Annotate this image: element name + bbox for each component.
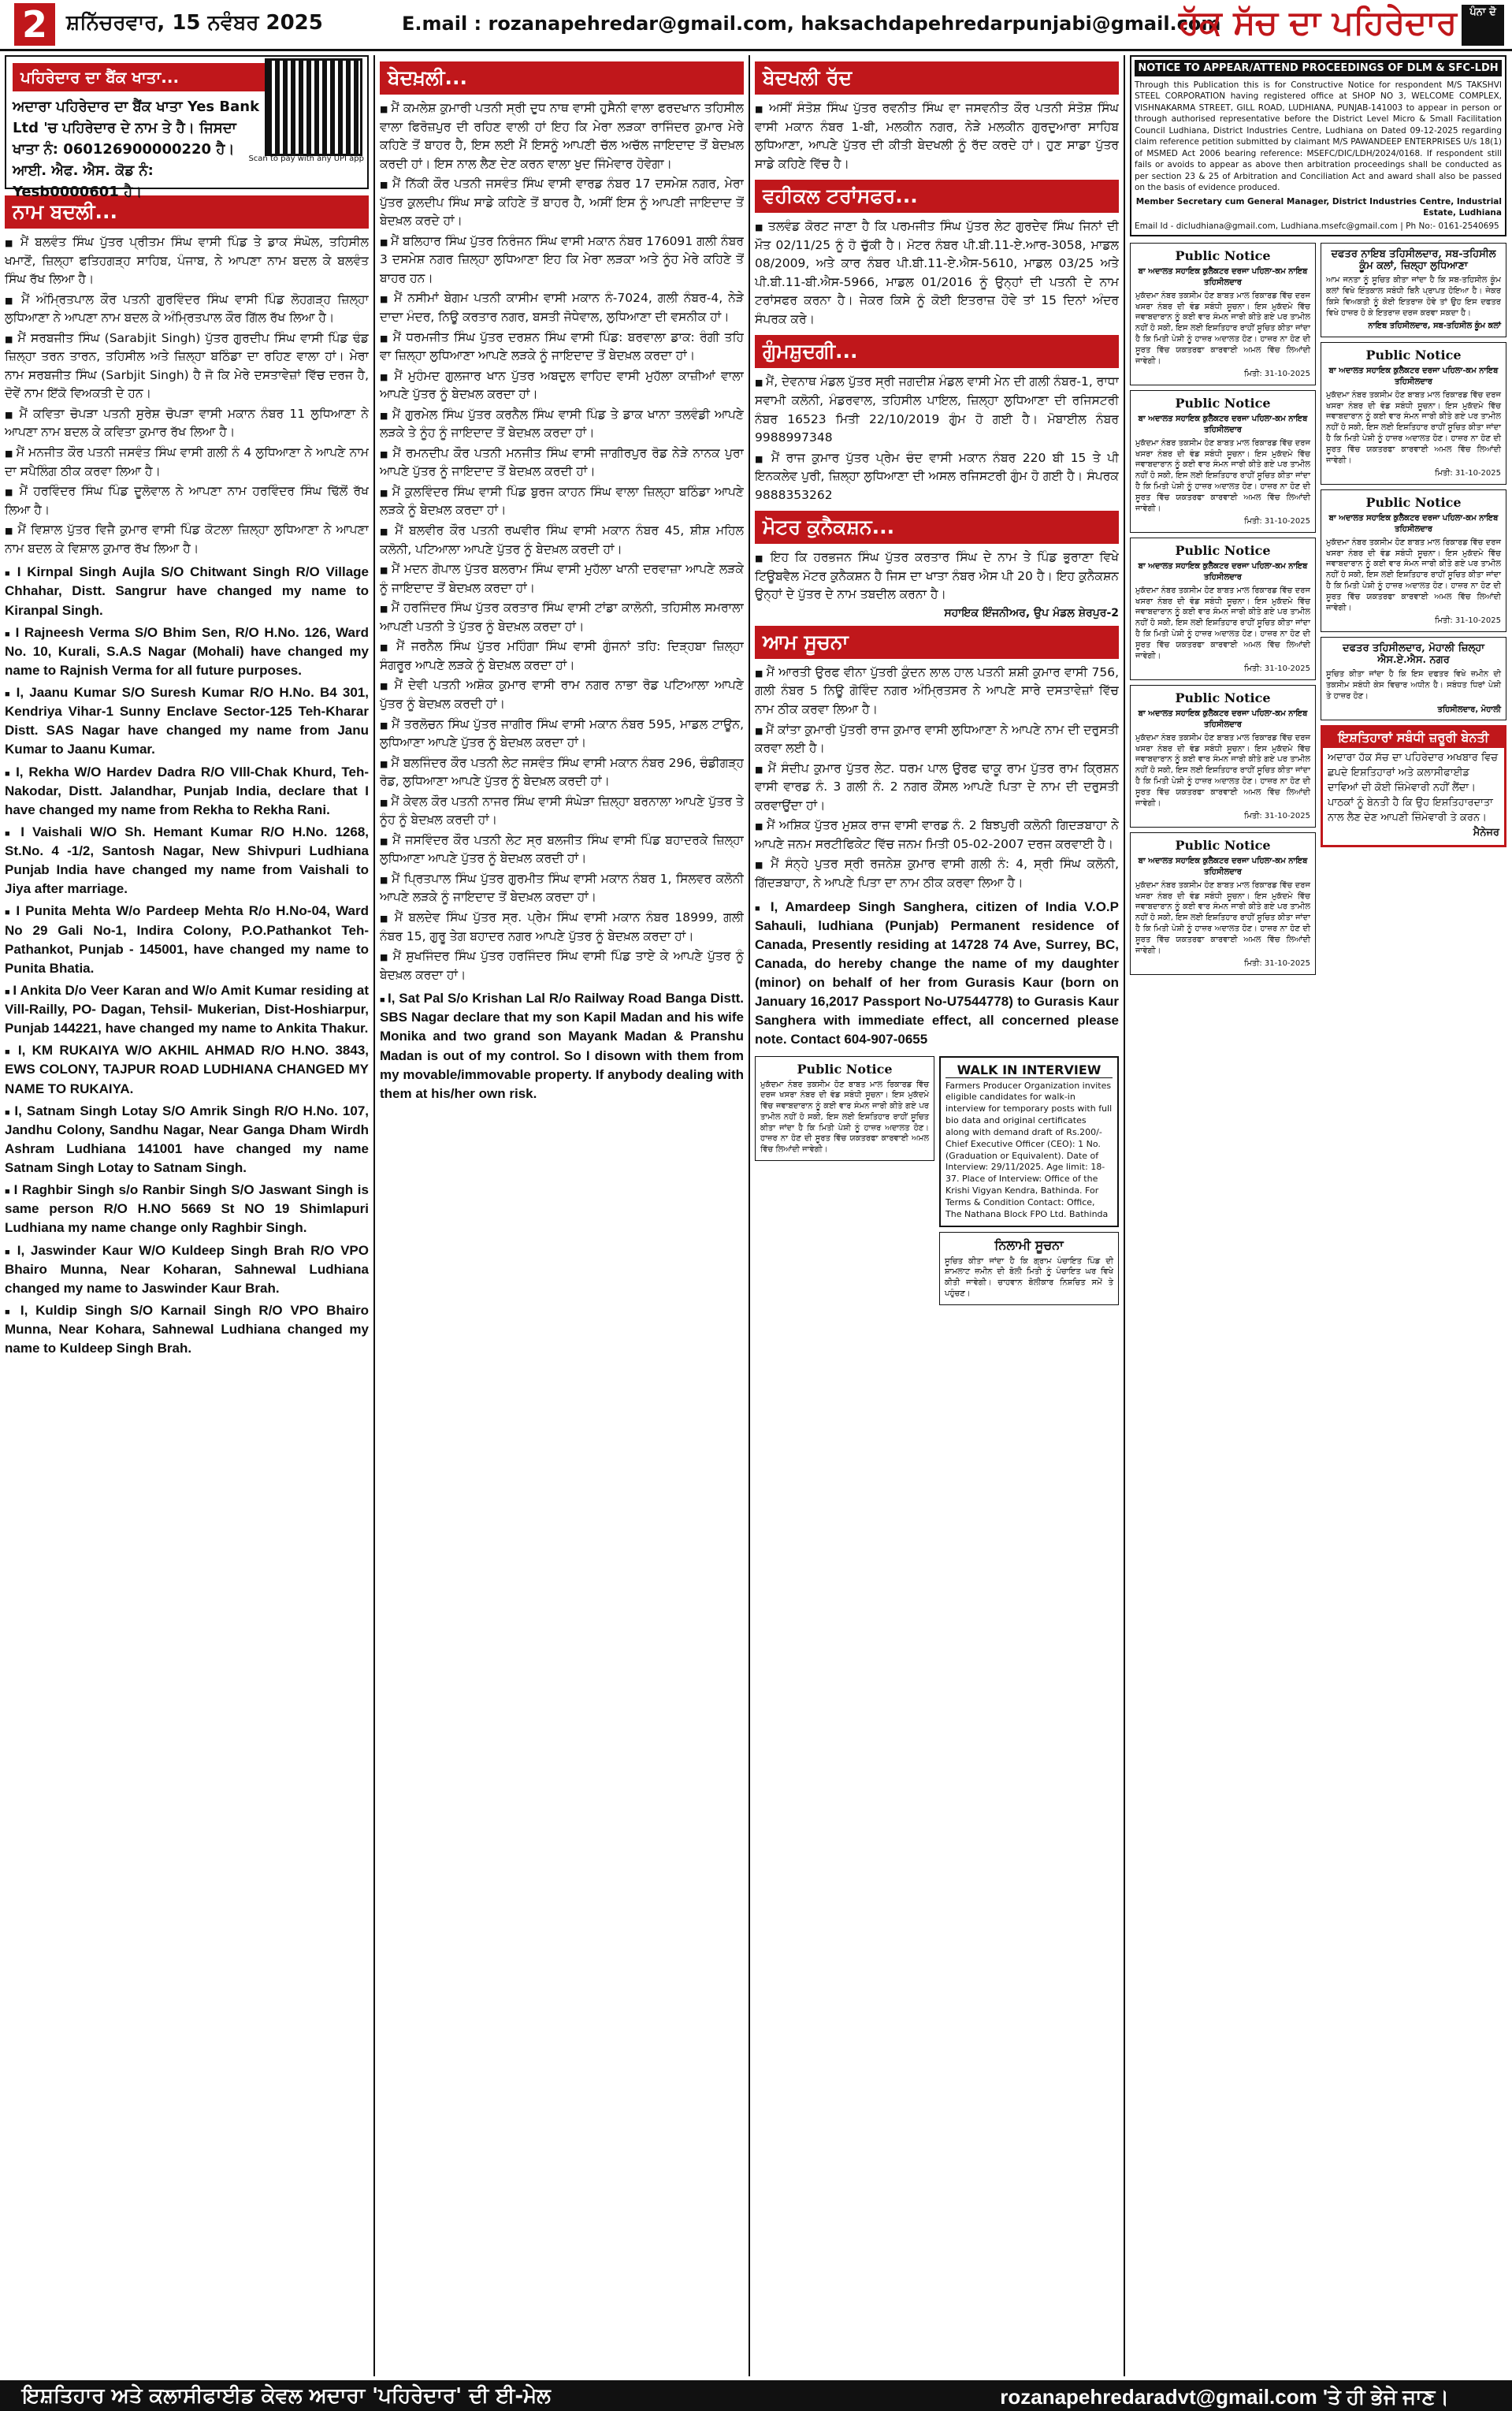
advertising-disclaimer: ਇਸ਼ਤਿਹਾਰਾਂ ਸਬੰਧੀ ਜ਼ਰੂਰੀ ਬੇਨਤੀ ਅਦਾਰਾ ਹੱਕ ਸੱਚ ਦਾ ਪਹਿਰੇਦਾਰ ਅਖਬਾਰ ਵਿਚ ਛਪਦੇ ਇਸ਼ਤਿਹਾਰਾਂ ਅਤੇ ਕਲਾਸੀਫਾਈਡ ਦਾਵਿਆਂ ਦੀ ਕੋਈ ਜ਼ਿੰਮੇਵਾਰੀ ਨਹੀਂ ਲੈਂਦਾ। ਪਾਠਕਾਂ ਨੂੰ ਬੇਨਤੀ ਹੈ ਕਿ ਉਹ ਇਸ਼ਤਿਹਾਰਦਾਤਾ ਨਾਲ ਲੈਣ ਦੇਣ ਆਪਣੀ ਜ਼ਿੰਮੇਵਾਰੀ ਤੇ ਕਰਨ। ਮੈਨੇਜਰ (1321, 725, 1506, 847)
list-item: ■ ਮੈਂ ਬਲਦੇਵ ਸਿੰਘ ਪੁੱਤਰ ਸ੍ਰ. ਪ੍ਰੇਮ ਸਿੰਘ ਵਾਸੀ ਮਕਾਨ ਨੰਬਰ 18999, ਗਲੀ ਨੰਬਰ 15, ਗੁਰੂ ਤੇਗ ਬਹਾਦਰ ਨਗਰ ਆਪਣੇ ਪੁੱਤਰ ਨੂੰ ਬੇਦਖ਼ਲ ਕਰਦਾ ਹਾਂ। (380, 909, 744, 946)
section-missing: ਗੁੰਮਸ਼ੁਦਗੀ... (755, 335, 1119, 368)
list-item: ■ ਮੈਂ ਰਮਨਦੀਪ ਕੌਰ ਪਤਨੀ ਮਨਜੀਤ ਸਿੰਘ ਵਾਸੀ ਜਾਗੀਰਪੁਰ ਰੋਡ ਨੇੜੇ ਨਾਨਕ ਪੁਰਾ ਆਪਣੇ ਪੁੱਤਰ ਨੂੰ ਜਾਇਦਾਦ ਤੋਂ ਬੇਦਖ਼ਲ ਕਰਦੀ ਹਾਂ। (380, 445, 744, 482)
dlm-notice-body: Through this Publication this is for Constructive Notice for respondent M/S TAKSHVI STEEL CORPORATION having registered office at SHOP NO 3, WELCOME COMPLEX, VISHNAKARMA STREET, GILL ROAD, LUDHIANA, PUNJAB-141003 to appear in person or through authorised representative before the District Level Micro & Small Facilitation Council Ludhiana, District Industries Centre, Ludhiana on Dated 09-12-2025 regarding claim reference petition submitted by claimant M/S PAWANDEEP ENTERPRISES U/s 18(1) of MSMED Act 2006 bearing reference: MSEFC/DIC/LDH/2024/0168. If respondent still fails or avoids to appear as above then arbitration proceedings shall be conducted as per section 23 & 25 of Arbitration and Conciliation Act and award shall also be passed on the basis of evidence produced. (1135, 80, 1502, 193)
list-item: ■ ਮੈਂ ਆਰਤੀ ਉਰਫ ਵੀਨਾ ਪੁੱਤਰੀ ਕੁੰਦਨ ਲਾਲ ਹਾਲ ਪਤਨੀ ਸ਼ਸ਼ੀ ਕੁਮਾਰ ਵਾਸੀ 756, ਗਲੀ ਨੰਬਰ 5 ਨਿਊ ਗੋਵਿੰਦ ਨਗਰ ਅੰਮ੍ਰਿਤਸਰ ਨੇ ਆਪਣੇ ਸਾਰੇ ਦਸਤਾਵੇਜ਼ਾਂ ਵਿੱਚ ਨਾਮ ਠੀਕ ਕਰਵਾ ਲਿਆ ਹੈ। (755, 664, 1119, 720)
list-item: ■ I, Jaanu Kumar S/O Suresh Kumar R/O H.No. B4 301, Kendriya Vihar-1 Sunny Enclave Sector-125 Teh-Kharar Distt. SAS Nagar have changed my name from Janu Kumar to Jaanu Kumar. (5, 683, 369, 760)
dlm-notice-title: NOTICE TO APPEAR/ATTEND PROCEEDINGS OF DLM & SFC-LDH (1135, 60, 1502, 76)
column-4 (1130, 55, 1506, 2376)
page-number: 2 (14, 3, 55, 46)
nilami-notice: ਨਿਲਾਮੀ ਸੂਚਨਾ ਸੂਚਿਤ ਕੀਤਾ ਜਾਂਦਾ ਹੈ ਕਿ ਗ੍ਰਾਮ ਪੰਚਾਇਤ ਪਿੰਡ ਦੀ ਸ਼ਾਮਲਾਟ ਜ਼ਮੀਨ ਦੀ ਬੋਲੀ ਮਿਤੀ ਨੂੰ ਪੰਚਾਇਤ ਘਰ ਵਿਖੇ ਕੀਤੀ ਜਾਵੇਗੀ। ਚਾਹਵਾਨ ਬੋਲੀਕਾਰ ਨਿਸ਼ਚਿਤ ਸਮੇਂ ਤੇ ਪਹੁੰਚਣ। (939, 1232, 1119, 1305)
list-item: ■ ਮੈਂ ਗੁਰਮੇਲ ਸਿੰਘ ਪੁੱਤਰ ਕਰਨੈਲ ਸਿੰਘ ਵਾਸੀ ਪਿੰਡ ਤੇ ਡਾਕ ਖਾਨਾ ਤਲਵੰਡੀ ਆਪਣੇ ਲੜਕੇ ਤੇ ਨੂੰਹ ਨੂੰ ਜਾਇਦਾਦ ਤੋਂ ਬੇਦਖ਼ਲ ਕਰਦਾ ਹਾਂ। (380, 406, 744, 443)
public-notices-right (1321, 243, 1506, 980)
list-item: ■ ਮੈਂ ਰਾਜ ਕੁਮਾਰ ਪੁੱਤਰ ਪ੍ਰੇਮ ਚੰਦ ਵਾਸੀ ਮਕਾਨ ਨੰਬਰ 220 ਬੀ 15 ਤੇ ਪੀ ਇਨਕਲੇਵ ਪੁਰੀ, ਜ਼ਿਲ੍ਹਾ ਲੁਧਿਆਣਾ ਦੀ ਅਸਲ ਰਜਿਸਟਰੀ ਗੁੰਮ ਹੋ ਗਈ ਹੈ। ਸੰਪਰਕ 9888353262 (755, 449, 1119, 505)
bank-details: ਅਦਾਰਾ ਪਹਿਰੇਦਾਰ ਦਾ ਬੈਂਕ ਖਾਤਾ Yes Bank Ltd 'ਚ ਪਹਿਰੇਦਾਰ ਦੇ ਨਾਮ ਤੇ ਹੈ। ਜਿਸਦਾ ਖਾਤਾ ਨੰ: 060126900000220 ਹੈ। ਆਈ. ਐਫ. ਐਸ. ਕੋਡ ਨੰ: Yesb0000601 ਹੈ। (13, 99, 260, 200)
section-disown-cancel: ਬੇਦਖਲੀ ਰੱਦ (755, 61, 1119, 95)
list-item: ■ ਮੈਂ ਮਨਜੀਤ ਕੌਰ ਪਤਨੀ ਜਸਵੰਤ ਸਿੰਘ ਵਾਸੀ ਗਲੀ ਨੰ 4 ਲੁਧਿਆਣਾ ਨੇ ਆਪਣੇ ਨਾਮ ਦਾ ਸਪੈਲਿੰਗ ਠੀਕ ਕਰਵਾ ਲਿਆ ਹੈ। (5, 444, 369, 481)
missing-list (755, 373, 1119, 504)
list-item: ■ ਮੈਂ ਅਸ਼ਿਕ ਪੁੱਤਰ ਮੁਸ਼ਕ ਰਾਜ ਵਾਸੀ ਵਾਰਡ ਨੰ. 2 ਬਿਝਪੁਰੀ ਕਲੋਨੀ ਗਿਦੜਬਾਹਾ ਨੇ ਆਪਣੇ ਜਨਮ ਸਰਟੀਫਿਕੇਟ ਵਿੱਚ ਜਨਮ ਮਿਤੀ 05-02-2007 ਦਰਜ ਕਰਵਾਈ ਹੈ। (755, 817, 1119, 854)
disown-cancel-text: ■ ਅਸੀਂ ਸੰਤੋਸ਼ ਸਿੰਘ ਪੁੱਤਰ ਰਵਨੀਤ ਸਿੰਘ ਵਾ ਜਸਵਨੀਤ ਕੌਰ ਪਤਨੀ ਸੰਤੋਸ਼ ਸਿੰਘ ਵਾਸੀ ਮਕਾਨ ਨੰਬਰ 1-ਬੀ, ਮਲਕੀਨ ਨਗਰ, ਨੇੜੇ ਮਲਕੀਨ ਗੁਰਦੁਆਰਾ ਸਾਹਿਬ ਲੁਧਿਆਣਾ, ਆਪਣੇ ਪੁੱਤਰ ਦੀ ਕੀਤੀ ਬੇਦਖਲੀ ਨੂੰ ਰੱਦ ਕਰਦੇ ਹਾਂ। ਹੁਣ ਸਾਡਾ ਪੁੱਤਰ ਸਾਡੇ ਕਹਿਣੇ ਵਿੱਚ ਹੈ। (755, 99, 1119, 173)
dafter-notice: ਦਫਤਰ ਤਹਿਸੀਲਦਾਰ, ਮੋਹਾਲੀ ਜ਼ਿਲ੍ਹਾ ਐਸ.ਏ.ਐਸ. ਨਗਰ ਸੂਚਿਤ ਕੀਤਾ ਜਾਂਦਾ ਹੈ ਕਿ ਇਸ ਦਫਤਰ ਵਿਖੇ ਜ਼ਮੀਨ ਦੀ ਤਕਸੀਮ ਸਬੰਧੀ ਕੇਸ ਵਿਚਾਰ ਅਧੀਨ ਹੈ। ਸਬੰਧਤ ਧਿਰਾਂ ਪੇਸ਼ੀ ਤੇ ਹਾਜ਼ਰ ਹੋਣ। ਤਹਿਸੀਲਦਾਰ, ਮੋਹਾਲੀ (1321, 637, 1506, 720)
list-item: ■ I, Kuldip Singh S/O Karnail Singh R/O VPO Bhairo Munna, Near Kohara, Sahnewal Ludhiana changed my name to Kuldeep Singh Brah. (5, 1301, 369, 1358)
list-item: ■ ਮੈਂ ਦੇਵੀ ਪਤਨੀ ਅਸ਼ੋਕ ਕੁਮਾਰ ਵਾਸੀ ਰਾਮ ਨਗਰ ਨਾਭਾ ਰੋਡ ਪਟਿਆਲਾ ਆਪਣੇ ਪੁੱਤਰ ਨੂੰ ਬੇਦਖ਼ਲ ਕਰਦੀ ਹਾਂ। (380, 676, 744, 713)
section-disown: ਬੇਦਖ਼ਲੀ... (380, 61, 744, 95)
public-notices-right-list (1321, 342, 1506, 632)
general-english: ■ I, Amardeep Singh Sanghera, citizen of India V.O.P Sahauli, ludhiana (Punjab) Permanent residence of Canada, Presently residing at 14728 74 Ave, Surrey, BC, Canada, do hereby change the name of my daughter (minor) on behalf of her from Gurasis Kaur (born on January 16,2017 Passport No-U7544778) to Gurasis Kaur Sanghera with immediate effect, all concerned please note. Contact 604-907-0655 (755, 898, 1119, 1050)
list-item: ■ ਮੈਂ ਬਲਿਹਾਰ ਸਿੰਘ ਪੁੱਤਰ ਨਿਰੰਜਨ ਸਿੰਘ ਵਾਸੀ ਮਕਾਨ ਨੰਬਰ 176091 ਗਲੀ ਨੰਬਰ 3 ਦਸਮੇਸ਼ ਨਗਰ ਜ਼ਿਲ੍ਹਾ ਲੁਧਿਆਣਾ ਇਹ ਕਿ ਮੇਰਾ ਲੜਕਾ ਅਤੇ ਨੂੰਹ ਮੇਰੇ ਕਹਿਣੇ ਤੋਂ ਬਾਹਰ ਹਨ। (380, 233, 744, 288)
page-header (0, 0, 1512, 51)
bottom-notices (755, 1056, 1119, 1310)
list-item: ■ ਮੈਂ ਪ੍ਰਿਤਪਾਲ ਸਿੰਘ ਪੁੱਤਰ ਗੁਰਮੀਤ ਸਿੰਘ ਵਾਸੀ ਮਕਾਨ ਨੰਬਰ 1, ਸਿਲਵਰ ਕਲੋਨੀ ਆਪਣੇ ਲੜਕੇ ਨੂੰ ਜਾਇਦਾਦ ਤੋਂ ਬੇਦਖ਼ਲ ਕਰਦਾ ਹਾਂ। (380, 870, 744, 907)
list-item: ■ ਮੈਂ ਕਮਲੇਸ਼ ਕੁਮਾਰੀ ਪਤਨੀ ਸ੍ਰੀ ਦੁਧ ਨਾਥ ਵਾਸੀ ਹੁਸੈਨੀ ਵਾਲਾ ਫਰਦਖਾਨ ਤਹਿਸੀਲ ਵਾਲਾ ਫਿਰੋਜ਼ਪੁਰ ਦੀ ਰਹਿਣ ਵਾਲੀ ਹਾਂ ਇਹ ਕਿ ਮੇਰਾ ਲੜਕਾ ਰਾਜਿੰਦਰ ਕੁਮਾਰ ਮੇਰੇ ਕਹਿਣੇ ਤੋਂ ਬਾਹਰ ਹੈ, ਇਸ ਲਈ ਮੈਂ ਇਸਨੂੰ ਆਪਣੀ ਚੱਲ ਅਚੱਲ ਜਾਇਦਾਦ ਤੋਂ ਬੇਦਖ਼ਲ ਕਰਦੀ ਹਾਂ। ਇਸ ਨਾਲ ਲੈਣ ਦੇਣ ਕਰਨ ਵਾਲਾ ਖੁਦ ਜਿੰਮੇਵਾਰ ਹੋਵੇਗਾ। (380, 99, 744, 173)
dlm-notice (1130, 55, 1506, 236)
list-item: ■ I, Jaswinder Kaur W/O Kuldeep Singh Brah R/O VPO Bhairo Munna, Near Koharan, Sahnewal Ludhiana changed my name to Jaswinder Kaur Brah. (5, 1241, 369, 1298)
list-item: ■ ਮੈਂ ਹਰਵਿੰਦਰ ਸਿੰਘ ਪਿੰਡ ਦੂਲੋਵਾਲ ਨੇ ਆਪਣਾ ਨਾਮ ਹਰਵਿੰਦਰ ਸਿੰਘ ਢਿੱਲੋਂ ਰੱਖ ਲਿਆ ਹੈ। (5, 482, 369, 519)
public-notices-grid (1130, 243, 1506, 980)
column-1 (5, 55, 369, 2376)
section-name-change: ਨਾਮ ਬਦਲੀ... (5, 195, 369, 229)
name-change-list (5, 233, 369, 558)
dlm-notice-contact: Email Id - dicludhiana@gmail.com, Ludhiana.msefc@gmail.com | Ph No:- 0161-2540695 (1135, 221, 1499, 231)
list-item: ■ ਮੈਂ ਮੁਹੰਮਦ ਗੁਲਜਾਰ ਖਾਨ ਪੁੱਤਰ ਅਬਦੁਲ ਵਾਹਿਦ ਵਾਸੀ ਮੁਹੱਲਾ ਕਾਜ਼ੀਆਂ ਵਾਲਾ ਆਪਣੇ ਪੁੱਤਰ ਨੂੰ ਬੇਦਖ਼ਲ ਕਰਦਾ ਹਾਂ। (380, 367, 744, 404)
public-notice: Public Notice ਬਾ ਅਦਾਲਤ ਸਹਾਇਕ ਕੁਲੈਕਟਰ ਦਰਜਾ ਪਹਿਲਾ-ਕਮ ਨਾਇਬ ਤਹਿਸੀਲਦਾਰ ਮੁਕੱਦਮਾ ਨੰਬਰ ਤਕਸੀਮ ਹੋਣ ਬਾਬਤ ਮਾਲ ਰਿਕਾਰਡ ਵਿੱਚ ਦਰਜ ਖਸਰਾ ਨੰਬਰ ਦੀ ਵੰਡ ਸਬੰਧੀ ਸੂਚਨਾ। ਇਸ ਮੁਕੱਦਮੇ ਵਿੱਚ ਜਵਾਬਦਾਰਾਨ ਨੂੰ ਕਈ ਵਾਰ ਸੰਮਨ ਜਾਰੀ ਕੀਤੇ ਗਏ ਪਰ ਤਾਮੀਲ ਨਹੀਂ ਹੋ ਸਕੀ, ਇਸ ਲਈ ਇਸ਼ਤਿਹਾਰ ਰਾਹੀਂ ਸੂਚਿਤ ਕੀਤਾ ਜਾਂਦਾ ਹੈ ਕਿ ਮਿਤੀ ਪੇਸ਼ੀ ਨੂੰ ਹਾਜ਼ਰ ਅਦਾਲਤ ਹੋਣ। ਹਾਜ਼ਰ ਨਾ ਹੋਣ ਦੀ ਸੂਰਤ ਵਿੱਚ ਯਕਤਰਫਾ ਕਾਰਵਾਈ ਅਮਲ ਵਿੱਚ ਲਿਆਂਦੀ ਜਾਵੇਗੀ। ਮਿਤੀ: 31-10-2025 (1130, 538, 1316, 680)
list-item: ■ I Ankita D/o Veer Karan and W/o Amit Kumar residing at Vill-Railly, PO- Dagan, Tehsil- Mukerian, Dist-Hoshiarpur, Punjab 144221, have changed my name to Ankita Thakur. (5, 981, 369, 1038)
list-item: ■ I Vaishali W/O Sh. Hemant Kumar R/O H.No. 1268, St.No. 4 -1/2, Santosh Nagar, New Shivpuri Ludhiana Punjab India have changed my name from Vaishali to Jiya after marriage. (5, 823, 369, 899)
list-item: ■ ਮੈਂ ਕੇਵਲ ਕੌਰ ਪਤਨੀ ਨਾਜਰ ਸਿੰਘ ਵਾਸੀ ਸੰਘੇੜਾ ਜ਼ਿਲ੍ਹਾ ਬਰਨਾਲਾ ਆਪਣੇ ਪੁੱਤਰ ਤੇ ਨੂੰਹ ਨੂੰ ਬੇਦਖ਼ਲ ਕਰਦੀ ਹਾਂ। (380, 793, 744, 830)
list-item: ■ I Rajneesh Verma S/O Bhim Sen, R/O H.No. 126, Ward No. 10, Kurali, S.A.S Nagar (Mohali) have changed my name to Rajnish Verma for all future purposes. (5, 623, 369, 680)
list-item: ■ ਮੈਂ ਸਰਬਜੀਤ ਸਿੰਘ (Sarabjit Singh) ਪੁੱਤਰ ਗੁਰਦੀਪ ਸਿੰਘ ਵਾਸੀ ਪਿੰਡ ਢੰਡ ਜ਼ਿਲ੍ਹਾ ਤਰਨ ਤਾਰਨ, ਤਹਿਸੀਲ ਅਤੇ ਜ਼ਿਲ੍ਹਾ ਬਠਿੰਡਾ ਦਾ ਰਹਿਣ ਵਾਲਾ ਹਾਂ। ਮੇਰਾ ਨਾਮ ਸਰਬਜੀਤ ਸਿੰਘ (Sarbjit Singh) ਹੈ ਜੋ ਕਿ ਮੇਰੇ ਦਸਤਾਵੇਜ਼ਾਂ ਵਿੱਚ ਦਰਜ ਹੈ, ਦੋਵੇਂ ਨਾਮ ਇੱਕੋ ਵਿਅਕਤੀ ਦੇ ਹਨ। (5, 329, 369, 404)
section-general: ਆਮ ਸੂਚਨਾ (755, 626, 1119, 659)
list-item: ■ ਮੈਂ ਕਾਂਤਾ ਕੁਮਾਰੀ ਪੁੱਤਰੀ ਰਾਜ ਕੁਮਾਰ ਵਾਸੀ ਲੁਧਿਆਣਾ ਨੇ ਆਪਣੇ ਨਾਮ ਦੀ ਦਰੁਸਤੀ ਕਰਵਾ ਲਈ ਹੈ। (755, 721, 1119, 758)
section-motor: ਮੋਟਰ ਕੁਨੈਕਸ਼ਨ... (755, 511, 1119, 544)
bank-title: ਪਹਿਰੇਦਾਰ ਦਾ ਬੈਂਕ ਖਾਤਾ... (13, 63, 265, 91)
list-item: ■ ਮੈਂ ਸੰਨ੍ਹੇ ਪੁਤਰ ਸ੍ਰੀ ਰਜਨੇਸ਼ ਕੁਮਾਰ ਵਾਸੀ ਗਲੀ ਨੰ: 4, ਸ੍ਰੀ ਸਿੰਘ ਕਲੋਨੀ, ਗਿੱਦੜਬਾਹਾ, ਨੇ ਆਪਣੇ ਪਿਤਾ ਦਾ ਨਾਮ ਠੀਕ ਕਰਵਾ ਲਿਆ ਹੈ। (755, 855, 1119, 892)
section-vehicle: ਵਹੀਕਲ ਟਰਾਂਸਫਰ... (755, 180, 1119, 213)
list-item: ■ I Kirnpal Singh Aujla S/O Chitwant Singh R/O Village Chhahar, Distt. Sangrur have changed my name to Kiranpal Singh. (5, 563, 369, 619)
motor-signature: ਸਹਾਇਕ ਇੰਜਨੀਅਰ, ਉਪ ਮੰਡਲ ਸ਼ੇਰਪੁਰ-2 (944, 606, 1119, 619)
page-footer (0, 2380, 1512, 2411)
public-notice: Public Notice ਬਾ ਅਦਾਲਤ ਸਹਾਇਕ ਕੁਲੈਕਟਰ ਦਰਜਾ ਪਹਿਲਾ-ਕਮ ਨਾਇਬ ਤਹਿਸੀਲਦਾਰ ਮੁਕੱਦਮਾ ਨੰਬਰ ਤਕਸੀਮ ਹੋਣ ਬਾਬਤ ਮਾਲ ਰਿਕਾਰਡ ਵਿੱਚ ਦਰਜ ਖਸਰਾ ਨੰਬਰ ਦੀ ਵੰਡ ਸਬੰਧੀ ਸੂਚਨਾ। ਇਸ ਮੁਕੱਦਮੇ ਵਿੱਚ ਜਵਾਬਦਾਰਾਨ ਨੂੰ ਕਈ ਵਾਰ ਸੰਮਨ ਜਾਰੀ ਕੀਤੇ ਗਏ ਪਰ ਤਾਮੀਲ ਨਹੀਂ ਹੋ ਸਕੀ, ਇਸ ਲਈ ਇਸ਼ਤਿਹਾਰ ਰਾਹੀਂ ਸੂਚਿਤ ਕੀਤਾ ਜਾਂਦਾ ਹੈ ਕਿ ਮਿਤੀ ਪੇਸ਼ੀ ਨੂੰ ਹਾਜ਼ਰ ਅਦਾਲਤ ਹੋਣ। ਹਾਜ਼ਰ ਨਾ ਹੋਣ ਦੀ ਸੂਰਤ ਵਿੱਚ ਯਕਤਰਫਾ ਕਾਰਵਾਈ ਅਮਲ ਵਿੱਚ ਲਿਆਂਦੀ ਜਾਵੇਗੀ। ਮਿਤੀ: 31-10-2025 (1321, 342, 1506, 485)
list-item: ■ ਮੈਂ, ਦੇਵਨਾਥ ਮੰਡਲ ਪੁੱਤਰ ਸ੍ਰੀ ਜਗਦੀਸ਼ ਮੰਡਲ ਵਾਸੀ ਮੇਨ ਦੀ ਗਲੀ ਨੰਬਰ-1, ਰਾਧਾ ਸਵਾਮੀ ਕਲੋਨੀ, ਮੰਡਰਵਾਲ, ਤਹਿਸੀਲ ਪਾਇਲ, ਜ਼ਿਲ੍ਹਾ ਲੁਧਿਆਣਾ ਦੀ ਰਜਿਸਟਰੀ ਨੰਬਰ 16523 ਮਿਤੀ 22/10/2019 ਗੁੰਮ ਹੋ ਗਈ ਹੈ। ਮੋਬਾਈਲ ਨੰਬਰ 9988997348 (755, 373, 1119, 447)
public-notice: Public Notice ਬਾ ਅਦਾਲਤ ਸਹਾਇਕ ਕੁਲੈਕਟਰ ਦਰਜਾ ਪਹਿਲਾ-ਕਮ ਨਾਇਬ ਤਹਿਸੀਲਦਾਰ ਮੁਕੱਦਮਾ ਨੰਬਰ ਤਕਸੀਮ ਹੋਣ ਬਾਬਤ ਮਾਲ ਰਿਕਾਰਡ ਵਿੱਚ ਦਰਜ ਖਸਰਾ ਨੰਬਰ ਦੀ ਵੰਡ ਸਬੰਧੀ ਸੂਚਨਾ। ਇਸ ਮੁਕੱਦਮੇ ਵਿੱਚ ਜਵਾਬਦਾਰਾਨ ਨੂੰ ਕਈ ਵਾਰ ਸੰਮਨ ਜਾਰੀ ਕੀਤੇ ਗਏ ਪਰ ਤਾਮੀਲ ਨਹੀਂ ਹੋ ਸਕੀ, ਇਸ ਲਈ ਇਸ਼ਤਿਹਾਰ ਰਾਹੀਂ ਸੂਚਿਤ ਕੀਤਾ ਜਾਂਦਾ ਹੈ ਕਿ ਮਿਤੀ ਪੇਸ਼ੀ ਨੂੰ ਹਾਜ਼ਰ ਅਦਾਲਤ ਹੋਣ। ਹਾਜ਼ਰ ਨਾ ਹੋਣ ਦੀ ਸੂਰਤ ਵਿੱਚ ਯਕਤਰਫਾ ਕਾਰਵਾਈ ਅਮਲ ਵਿੱਚ ਲਿਆਂਦੀ ਜਾਵੇਗੀ। ਮਿਤੀ: 31-10-2025 (1321, 489, 1506, 632)
column-divider (749, 55, 750, 2376)
list-item: ■ I, Rekha W/O Hardev Dadra R/O VIll-Chak Khurd, Teh-Nakodar, Distt. Jalandhar, Punjab India, declare that I have changed my name from Rekha to Rekha Rani. (5, 763, 369, 820)
walk-in-interview: WALK IN INTERVIEW Farmers Producer Organization invites eligible candidates for walk-in interview for temporary posts with full bio data and original certificates along with demand draft of Rs.200/- Chief Executive Officer (CEO): 1 No. (Graduation or Equivalent). Date of Interview: 29/11/2025. Age limit: 18-37. Place of Interview: Office of the Krishi Vigyan Kendra, Bathinda. For Terms & Condition Contact: Office, The Nathana Block FPO Ltd. Bathinda (939, 1056, 1119, 1227)
tehsildar-notice: ਦਫਤਰ ਨਾਇਬ ਤਹਿਸੀਲਦਾਰ, ਸਬ-ਤਹਿਸੀਲ ਕੂੰਮ ਕਲਾਂ, ਜ਼ਿਲ੍ਹਾ ਲੁਧਿਆਣਾ ਆਮ ਜਨਤਾ ਨੂੰ ਸੂਚਿਤ ਕੀਤਾ ਜਾਂਦਾ ਹੈ ਕਿ ਸਬ-ਤਹਿਸੀਲ ਕੂੰਮ ਕਲਾਂ ਵਿਖੇ ਇੰਤਕਾਲ ਸਬੰਧੀ ਬਿਨੈ ਪ੍ਰਾਪਤ ਹੋਇਆ ਹੈ। ਜੇਕਰ ਕਿਸੇ ਵਿਅਕਤੀ ਨੂੰ ਕੋਈ ਇਤਰਾਜ਼ ਹੋਵੇ ਤਾਂ ਉਹ ਇਸ ਦਫਤਰ ਵਿਖੇ ਹਾਜ਼ਰ ਹੋ ਕੇ ਇਤਰਾਜ਼ ਦਰਜ ਕਰਵਾ ਸਕਦਾ ਹੈ। ਨਾਇਬ ਤਹਿਸੀਲਦਾਰ, ਸਬ-ਤਹਿਸੀਲ ਕੂੰਮ ਕਲਾਂ (1321, 243, 1506, 337)
english-name-change-list (5, 563, 369, 1358)
column-divider (373, 55, 375, 2376)
list-item: ■ ਮੈਂ ਵਿਸ਼ਾਲ ਪੁੱਤਰ ਵਿਜੈ ਕੁਮਾਰ ਵਾਸੀ ਪਿੰਡ ਕੋਟਲਾ ਜ਼ਿਲ੍ਹਾ ਲੁਧਿਆਣਾ ਨੇ ਆਪਣਾ ਨਾਮ ਬਦਲ ਕੇ ਵਿਸ਼ਾਲ ਕੁਮਾਰ ਰੱਖ ਲਿਆ ਹੈ। (5, 521, 369, 558)
issue-date: ਸ਼ਨਿੱਚਰਵਾਰ, 15 ਨਵੰਬਰ 2025 (66, 11, 323, 35)
public-notice: Public Notice ਬਾ ਅਦਾਲਤ ਸਹਾਇਕ ਕੁਲੈਕਟਰ ਦਰਜਾ ਪਹਿਲਾ-ਕਮ ਨਾਇਬ ਤਹਿਸੀਲਦਾਰ ਮੁਕੱਦਮਾ ਨੰਬਰ ਤਕਸੀਮ ਹੋਣ ਬਾਬਤ ਮਾਲ ਰਿਕਾਰਡ ਵਿੱਚ ਦਰਜ ਖਸਰਾ ਨੰਬਰ ਦੀ ਵੰਡ ਸਬੰਧੀ ਸੂਚਨਾ। ਇਸ ਮੁਕੱਦਮੇ ਵਿੱਚ ਜਵਾਬਦਾਰਾਨ ਨੂੰ ਕਈ ਵਾਰ ਸੰਮਨ ਜਾਰੀ ਕੀਤੇ ਗਏ ਪਰ ਤਾਮੀਲ ਨਹੀਂ ਹੋ ਸਕੀ, ਇਸ ਲਈ ਇਸ਼ਤਿਹਾਰ ਰਾਹੀਂ ਸੂਚਿਤ ਕੀਤਾ ਜਾਂਦਾ ਹੈ ਕਿ ਮਿਤੀ ਪੇਸ਼ੀ ਨੂੰ ਹਾਜ਼ਰ ਅਦਾਲਤ ਹੋਣ। ਹਾਜ਼ਰ ਨਾ ਹੋਣ ਦੀ ਸੂਰਤ ਵਿੱਚ ਯਕਤਰਫਾ ਕਾਰਵਾਈ ਅਮਲ ਵਿੱਚ ਲਿਆਂਦੀ ਜਾਵੇਗੀ। ਮਿਤੀ: 31-10-2025 (1130, 390, 1316, 533)
header-email[interactable]: E.mail : rozanapehredar@gmail.com, haksachdapehredarpunjabi@gmail.com (402, 13, 1221, 35)
public-notice: Public Notice ਬਾ ਅਦਾਲਤ ਸਹਾਇਕ ਕੁਲੈਕਟਰ ਦਰਜਾ ਪਹਿਲਾ-ਕਮ ਨਾਇਬ ਤਹਿਸੀਲਦਾਰ ਮੁਕੱਦਮਾ ਨੰਬਰ ਤਕਸੀਮ ਹੋਣ ਬਾਬਤ ਮਾਲ ਰਿਕਾਰਡ ਵਿੱਚ ਦਰਜ ਖਸਰਾ ਨੰਬਰ ਦੀ ਵੰਡ ਸਬੰਧੀ ਸੂਚਨਾ। ਇਸ ਮੁਕੱਦਮੇ ਵਿੱਚ ਜਵਾਬਦਾਰਾਨ ਨੂੰ ਕਈ ਵਾਰ ਸੰਮਨ ਜਾਰੀ ਕੀਤੇ ਗਏ ਪਰ ਤਾਮੀਲ ਨਹੀਂ ਹੋ ਸਕੀ, ਇਸ ਲਈ ਇਸ਼ਤਿਹਾਰ ਰਾਹੀਂ ਸੂਚਿਤ ਕੀਤਾ ਜਾਂਦਾ ਹੈ ਕਿ ਮਿਤੀ ਪੇਸ਼ੀ ਨੂੰ ਹਾਜ਼ਰ ਅਦਾਲਤ ਹੋਣ। ਹਾਜ਼ਰ ਨਾ ਹੋਣ ਦੀ ਸੂਰਤ ਵਿੱਚ ਯਕਤਰਫਾ ਕਾਰਵਾਈ ਅਮਲ ਵਿੱਚ ਲਿਆਂਦੀ ਜਾਵੇਗੀ। ਮਿਤੀ: 31-10-2025 (1130, 832, 1316, 975)
dlm-notice-sign: Member Secretary cum General Manager, District Industries Centre, Industrial Estate, Ludhiana (1135, 196, 1502, 218)
disown-list (380, 99, 744, 984)
qr-code-icon[interactable] (265, 58, 362, 156)
list-item: ■ ਮੈਂ ਸੁਖਜਿੰਦਰ ਸਿੰਘ ਪੁੱਤਰ ਹਰਜਿੰਦਰ ਸਿੰਘ ਵਾਸੀ ਪਿੰਡ ਤਾਏ ਕੇ ਆਪਣੇ ਪੁੱਤਰ ਨੂੰ ਬੇਦਖ਼ਲ ਕਰਦਾ ਹਾਂ। (380, 947, 744, 984)
list-item: ■ ਇਹ ਕਿ ਹਰਭਜਨ ਸਿੰਘ ਪੁੱਤਰ ਕਰਤਾਰ ਸਿੰਘ ਦੇ ਨਾਮ ਤੇ ਪਿੰਡ ਭੁਰਾਣਾ ਵਿਖੇ ਟਿਊਬਵੈਲ ਮੋਟਰ ਕੁਨੈਕਸ਼ਨ ਹੈ ਜਿਸ ਦਾ ਖਾਤਾ ਨੰਬਰ ਐਸ ਪੀ 20 ਹੈ। ਇਹ ਕੁਨੈਕਸ਼ਨ ਉਨ੍ਹਾਂ ਦੇ ਪੁੱਤਰ ਦੇ ਨਾਮ ਤਬਦੀਲ ਕਰਨਾ ਹੈ। (755, 549, 1119, 605)
masthead-logo: ਹੱਕ ਸੱਚ ਦਾ ਪਹਿਰੇਦਾਰ (1179, 3, 1457, 42)
list-item: ■ ਮੈਂ ਮਦਨ ਗੋਪਾਲ ਪੁੱਤਰ ਬਲਰਾਮ ਸਿੰਘ ਵਾਸੀ ਮੁਹੱਲਾ ਖਾਨੀ ਦਰਵਾਜ਼ਾ ਆਪਣੇ ਲੜਕੇ ਨੂੰ ਜਾਇਦਾਦ ਤੋਂ ਬੇਦਖ਼ਲ ਕਰਦਾ ਹਾਂ। (380, 560, 744, 597)
list-item: ■ ਮੈਂ ਜਰਨੈਲ ਸਿੰਘ ਪੁੱਤਰ ਮਹਿੰਗਾ ਸਿੰਘ ਵਾਸੀ ਗੁੰਜਨਾਂ ਤਹਿ: ਦਿੜ੍ਹਬਾ ਜ਼ਿਲ੍ਹਾ ਸੰਗਰੂਰ ਆਪਣੇ ਲੜਕੇ ਨੂੰ ਬੇਦਖ਼ਲ ਕਰਦਾ ਹਾਂ। (380, 638, 744, 675)
list-item: ■ ਮੈਂ ਅੰਮ੍ਰਿਤਪਾਲ ਕੌਰ ਪਤਨੀ ਗੁਰਵਿੰਦਰ ਸਿੰਘ ਵਾਸੀ ਪਿੰਡ ਲੋਹਗੜ੍ਹ ਜ਼ਿਲ੍ਹਾ ਲੁਧਿਆਣਾ ਨੇ ਆਪਣਾ ਨਾਮ ਬਦਲ ਕੇ ਅੰਮ੍ਰਿਤਪਾਲ ਕੌਰ ਗਿੱਲ ਰੱਖ ਲਿਆ ਹੈ। (5, 291, 369, 328)
list-item: ■ ਤਲਵੰਡ ਕੋਰਟ ਜਾਣਾ ਹੈ ਕਿ ਪਰਮਜੀਤ ਸਿੰਘ ਪੁੱਤਰ ਲੇਟ ਗੁਰਦੇਵ ਸਿੰਘ ਜਿਨਾਂ ਦੀ ਮੌਤ 02/11/25 ਨੂੰ ਹੋ ਚੁੱਕੀ ਹੈ। ਮੋਟਰ ਨੰਬਰ ਪੀ.ਬੀ.11-ਏ.ਆਰ-3058, ਮਾਡਲ 08/2009, ਅਤੇ ਕਾਰ ਨੰਬਰ ਪੀ.ਬੀ.11-ਏ.ਐਸ-5610, ਮਾਡਲ 03/25 ਅਤੇ ਪੀ.ਬੀ.11-ਬੀ.ਐਸ-5966, ਮਾਡਲ 01/2016 ਨੂੰ ਉਨ੍ਹਾਂ ਦੀ ਪਤਨੀ ਦੇ ਨਾਮ ਟਰਾਂਸਫਰ ਕਰਨਾ ਹੈ। ਜੇਕਰ ਕਿਸੇ ਨੂੰ ਕੋਈ ਇਤਰਾਜ਼ ਹੋਵੇ ਤਾਂ 15 ਦਿਨਾਂ ਅੰਦਰ ਸੰਪਰਕ ਕਰੇ। (755, 218, 1119, 329)
list-item: ■ ਮੈਂ ਤਰਲੋਚਨ ਸਿੰਘ ਪੁੱਤਰ ਜਾਗੀਰ ਸਿੰਘ ਵਾਸੀ ਮਕਾਨ ਨੰਬਰ 595, ਮਾਡਲ ਟਾਊਨ, ਲੁਧਿਆਣਾ ਆਪਣੇ ਪੁੱਤਰ ਨੂੰ ਬੇਦਖ਼ਲ ਕਰਦਾ ਹਾਂ। (380, 716, 744, 753)
list-item: ■ ਮੈਂ ਬਲਵੀਰ ਕੌਰ ਪਤਨੀ ਰਘਵੀਰ ਸਿੰਘ ਵਾਸੀ ਮਕਾਨ ਨੰਬਰ 45, ਸ਼ੀਸ਼ ਮਹਿਲ ਕਲੋਨੀ, ਪਟਿਆਲਾ ਆਪਣੇ ਪੁੱਤਰ ਨੂੰ ਬੇਦਖ਼ਲ ਕਰਦੀ ਹਾਂ। (380, 522, 744, 559)
footer-text: ਇਸ਼ਤਿਹਾਰ ਅਤੇ ਕਲਾਸੀਫਾਈਡ ਕੇਵਲ ਅਦਾਰਾ 'ਪਹਿਰੇਦਾਰ' ਦੀ ਈ-ਮੇਲ (22, 2384, 551, 2408)
list-item: ■ ਮੈਂ ਕੁਲਵਿੰਦਰ ਸਿੰਘ ਵਾਸੀ ਪਿੰਡ ਬੁਰਜ ਕਾਹਨ ਸਿੰਘ ਵਾਲਾ ਜ਼ਿਲ੍ਹਾ ਬਠਿੰਡਾ ਆਪਣੇ ਲੜਕੇ ਨੂੰ ਬੇਦਖ਼ਲ ਕਰਦਾ ਹਾਂ। (380, 483, 744, 520)
column-3 (755, 55, 1119, 2376)
column-divider (1124, 55, 1125, 2376)
list-item: ■ ਮੈਂ ਸੰਦੀਪ ਕੁਮਾਰ ਪੁੱਤਰ ਲੇਟ. ਧਰਮ ਪਾਲ ਉਰਫ ਢਾਕੂ ਰਾਮ ਪੁੱਤਰ ਰਾਮ ਕ੍ਰਿਸ਼ਨ ਵਾਸੀ ਵਾਰਡ ਨੰ. 3 ਗਲੀ ਨੰ. 2 ਨਗਰ ਕੌਂਸਲ ਆਪਣੇ ਪਿਤਾ ਦੇ ਨਾਮ ਦੀ ਦਰੁਸਤੀ ਕਰਵਾਉਂਦਾ ਹਾਂ। (755, 760, 1119, 816)
list-item: ■ ਮੈਂ ਕਵਿਤਾ ਚੋਪੜਾ ਪਤਨੀ ਸੁਰੇਸ਼ ਚੋਪੜਾ ਵਾਸੀ ਮਕਾਨ ਨੰਬਰ 11 ਲੁਧਿਆਣਾ ਨੇ ਆਪਣਾ ਨਾਮ ਬਦਲ ਕੇ ਕਵਿਤਾ ਕੁਮਾਰ ਰੱਖ ਲਿਆ ਹੈ। (5, 405, 369, 442)
public-notice: Public Notice ਬਾ ਅਦਾਲਤ ਸਹਾਇਕ ਕੁਲੈਕਟਰ ਦਰਜਾ ਪਹਿਲਾ-ਕਮ ਨਾਇਬ ਤਹਿਸੀਲਦਾਰ ਮੁਕੱਦਮਾ ਨੰਬਰ ਤਕਸੀਮ ਹੋਣ ਬਾਬਤ ਮਾਲ ਰਿਕਾਰਡ ਵਿੱਚ ਦਰਜ ਖਸਰਾ ਨੰਬਰ ਦੀ ਵੰਡ ਸਬੰਧੀ ਸੂਚਨਾ। ਇਸ ਮੁਕੱਦਮੇ ਵਿੱਚ ਜਵਾਬਦਾਰਾਨ ਨੂੰ ਕਈ ਵਾਰ ਸੰਮਨ ਜਾਰੀ ਕੀਤੇ ਗਏ ਪਰ ਤਾਮੀਲ ਨਹੀਂ ਹੋ ਸਕੀ, ਇਸ ਲਈ ਇਸ਼ਤਿਹਾਰ ਰਾਹੀਂ ਸੂਚਿਤ ਕੀਤਾ ਜਾਂਦਾ ਹੈ ਕਿ ਮਿਤੀ ਪੇਸ਼ੀ ਨੂੰ ਹਾਜ਼ਰ ਅਦਾਲਤ ਹੋਣ। ਹਾਜ਼ਰ ਨਾ ਹੋਣ ਦੀ ਸੂਰਤ ਵਿੱਚ ਯਕਤਰਫਾ ਕਾਰਵਾਈ ਅਮਲ ਵਿੱਚ ਲਿਆਂਦੀ ਜਾਵੇਗੀ। ਮਿਤੀ: 31-10-2025 (1130, 685, 1316, 828)
public-notice: Public Notice ਬਾ ਅਦਾਲਤ ਸਹਾਇਕ ਕੁਲੈਕਟਰ ਦਰਜਾ ਪਹਿਲਾ-ਕਮ ਨਾਇਬ ਤਹਿਸੀਲਦਾਰ ਮੁਕੱਦਮਾ ਨੰਬਰ ਤਕਸੀਮ ਹੋਣ ਬਾਬਤ ਮਾਲ ਰਿਕਾਰਡ ਵਿੱਚ ਦਰਜ ਖਸਰਾ ਨੰਬਰ ਦੀ ਵੰਡ ਸਬੰਧੀ ਸੂਚਨਾ। ਇਸ ਮੁਕੱਦਮੇ ਵਿੱਚ ਜਵਾਬਦਾਰਾਨ ਨੂੰ ਕਈ ਵਾਰ ਸੰਮਨ ਜਾਰੀ ਕੀਤੇ ਗਏ ਪਰ ਤਾਮੀਲ ਨਹੀਂ ਹੋ ਸਕੀ, ਇਸ ਲਈ ਇਸ਼ਤਿਹਾਰ ਰਾਹੀਂ ਸੂਚਿਤ ਕੀਤਾ ਜਾਂਦਾ ਹੈ ਕਿ ਮਿਤੀ ਪੇਸ਼ੀ ਨੂੰ ਹਾਜ਼ਰ ਅਦਾਲਤ ਹੋਣ। ਹਾਜ਼ਰ ਨਾ ਹੋਣ ਦੀ ਸੂਰਤ ਵਿੱਚ ਯਕਤਰਫਾ ਕਾਰਵਾਈ ਅਮਲ ਵਿੱਚ ਲਿਆਂਦੀ ਜਾਵੇਗੀ। ਮਿਤੀ: 31-10-2025 (1130, 243, 1316, 385)
footer-email[interactable]: rozanapehredaradvt@gmail.com 'ਤੇ ਹੀ ਭੇਜੇ ਜਾਣ। (1000, 2385, 1449, 2409)
public-notices-left (1130, 243, 1316, 980)
page-label: ਪੰਨਾ ਦੋ (1462, 5, 1504, 46)
qr-caption: Scan to pay with any UPI app (248, 154, 364, 163)
public-notice-small: Public Notice ਮੁਕੱਦਮਾ ਨੰਬਰ ਤਕਸੀਮ ਹੋਣ ਬਾਬਤ ਮਾਲ ਰਿਕਾਰਡ ਵਿੱਚ ਦਰਜ ਖਸਰਾ ਨੰਬਰ ਦੀ ਵੰਡ ਸਬੰਧੀ ਸੂਚਨਾ। ਇਸ ਮੁਕੱਦਮੇ ਵਿੱਚ ਜਵਾਬਦਾਰਾਨ ਨੂੰ ਕਈ ਵਾਰ ਸੰਮਨ ਜਾਰੀ ਕੀਤੇ ਗਏ ਪਰ ਤਾਮੀਲ ਨਹੀਂ ਹੋ ਸਕੀ, ਇਸ ਲਈ ਇਸ਼ਤਿਹਾਰ ਰਾਹੀਂ ਸੂਚਿਤ ਕੀਤਾ ਜਾਂਦਾ ਹੈ ਕਿ ਮਿਤੀ ਪੇਸ਼ੀ ਨੂੰ ਹਾਜ਼ਰ ਅਦਾਲਤ ਹੋਣ। ਹਾਜ਼ਰ ਨਾ ਹੋਣ ਦੀ ਸੂਰਤ ਵਿੱਚ ਯਕਤਰਫਾ ਕਾਰਵਾਈ ਅਮਲ ਵਿੱਚ ਲਿਆਂਦੀ ਜਾਵੇਗੀ। (755, 1056, 934, 1162)
list-item: ■ ਮੈਂ ਹਰਜਿੰਦਰ ਸਿੰਘ ਪੁੱਤਰ ਕਰਤਾਰ ਸਿੰਘ ਵਾਸੀ ਟਾਂਡਾ ਕਾਲੋਨੀ, ਤਹਿਸੀਲ ਸਮਰਾਲਾ ਆਪਣੀ ਪਤਨੀ ਤੇ ਪੁੱਤਰ ਨੂੰ ਬੇਦਖ਼ਲ ਕਰਦਾ ਹਾਂ। (380, 599, 744, 636)
list-item: ■ I Raghbir Singh s/o Ranbir Singh S/O Jaswant Singh is same person R/O H.NO 5669 St NO 19 Shimlapuri Ludhiana my name change only Raghbir Singh. (5, 1181, 369, 1237)
bank-account-box (5, 55, 369, 200)
disown-english: ■ I, Sat Pal S/o Krishan Lal R/o Railway Road Banga Distt. SBS Nagar declare that my son Kapil Madan and his wife Monika and two grand son Mayank Madan & Pranshu Madan is out of my control. So I disown with them from my movable/immovable property. If anybody dealing with them at his/her own risk. (380, 989, 744, 1103)
list-item: ■ ਮੈਂ ਬਲਵੰਤ ਸਿੰਘ ਪੁੱਤਰ ਪ੍ਰੀਤਮ ਸਿੰਘ ਵਾਸੀ ਪਿੰਡ ਤੇ ਡਾਕ ਸੰਘੋਲ, ਤਹਿਸੀਲ ਖਮਾਣੋਂ, ਜ਼ਿਲ੍ਹਾ ਫਤਿਹਗੜ੍ਹ ਸਾਹਿਬ, ਪੰਜਾਬ, ਨੇ ਆਪਣਾ ਨਾਮ ਬਦਲ ਕੇ ਬਲਵੰਤ ਸਿੰਘ ਰੱਖ ਲਿਆ ਹੈ। (5, 233, 369, 289)
list-item: ■ I, Satnam Singh Lotay S/O Amrik Singh R/O H.No. 107, Jandhu Colony, Sandhu Nagar, Near Ganga Dham Wirdh Ashram Ludhiana 141001 have changed my name Satnam Singh Lotay to Satnam Singh. (5, 1102, 369, 1178)
list-item: ■ ਮੈਂ ਨਸੀਮਾਂ ਬੇਗਮ ਪਤਨੀ ਕਾਸੀਮ ਵਾਸੀ ਮਕਾਨ ਨੰ-7024, ਗਲੀ ਨੰਬਰ-4, ਨੇੜੇ ਦਾਦਾ ਮੰਦਰ, ਨਿਊ ਕਰਤਾਰ ਨਗਰ, ਬਸਤੀ ਜੋਧੇਵਾਲ, ਲੁਧਿਆਣਾ ਦੀ ਵਸਨੀਕ ਹਾਂ। (380, 289, 744, 326)
list-item: ■ ਮੈਂ ਧਰਮਜੀਤ ਸਿੰਘ ਪੁੱਤਰ ਦਰਸ਼ਨ ਸਿੰਘ ਵਾਸੀ ਪਿੰਡ: ਬਰਵਾਲਾ ਡਾਕ: ਰੰਗੀ ਤਹਿ ਵਾ ਜ਼ਿਲ੍ਹਾ ਲੁਧਿਆਣਾ ਆਪਣੇ ਲੜਕੇ ਨੂੰ ਜਾਇਦਾਦ ਤੋਂ ਬੇਦਖ਼ਲ ਕਰਦਾ ਹਾਂ। (380, 329, 744, 366)
vehicle-list (755, 218, 1119, 329)
list-item: ■ ਮੈਂ ਬਲਜਿੰਦਰ ਕੌਰ ਪਤਨੀ ਲੇਟ ਜਸਵੰਤ ਸਿੰਘ ਵਾਸੀ ਮਕਾਨ ਨੰਬਰ 296, ਚੰਡੀਗੜ੍ਹ ਰੋਡ, ਲੁਧਿਆਣਾ ਆਪਣੇ ਪੁੱਤਰ ਨੂੰ ਬੇਦਖ਼ਲ ਕਰਦੀ ਹਾਂ। (380, 754, 744, 791)
motor-list (755, 549, 1119, 605)
list-item: ■ I Punita Mehta W/o Pardeep Mehta R/o H.No-04, Ward No 29 Gali No-1, Indira Colony, P.O.Pathankot Teh-Pathankot, Punjab - 145001, have changed my name to Punita Bhatia. (5, 902, 369, 978)
list-item: ■ I, KM RUKAIYA W/O AKHIL AHMAD R/O H.NO. 3843, EWS COLONY, TAJPUR ROAD LUDHIANA CHANGED MY NAME TO RUKAIYA. (5, 1041, 369, 1098)
column-2 (380, 55, 744, 2376)
list-item: ■ ਮੈਂ ਜਸਵਿੰਦਰ ਕੌਰ ਪਤਨੀ ਲੇਟ ਸ੍ਰ ਬਲਜੀਤ ਸਿੰਘ ਵਾਸੀ ਪਿੰਡ ਬਹਾਦਰਕੇ ਜ਼ਿਲ੍ਹਾ ਲੁਧਿਆਣਾ ਆਪਣੇ ਪੁੱਤਰ ਨੂੰ ਬੇਦਖ਼ਲ ਕਰਦੀ ਹਾਂ। (380, 832, 744, 869)
general-list (755, 664, 1119, 893)
list-item: ■ ਮੈਂ ਨਿੱਕੀ ਕੌਰ ਪਤਨੀ ਜਸਵੰਤ ਸਿੰਘ ਵਾਸੀ ਵਾਰਡ ਨੰਬਰ 17 ਦਸਮੇਸ਼ ਨਗਰ, ਮੇਰਾ ਪੁੱਤਰ ਕੁਲਦੀਪ ਸਿੰਘ ਸਾਡੇ ਕਹਿਣੇ ਤੋਂ ਬਾਹਰ ਹੈ, ਅਸੀਂ ਇਸ ਨੂੰ ਆਪਣੀ ਜਾਇਦਾਦ ਤੋਂ ਬੇਦਖ਼ਲ ਕਰਦੇ ਹਾਂ। (380, 175, 744, 231)
